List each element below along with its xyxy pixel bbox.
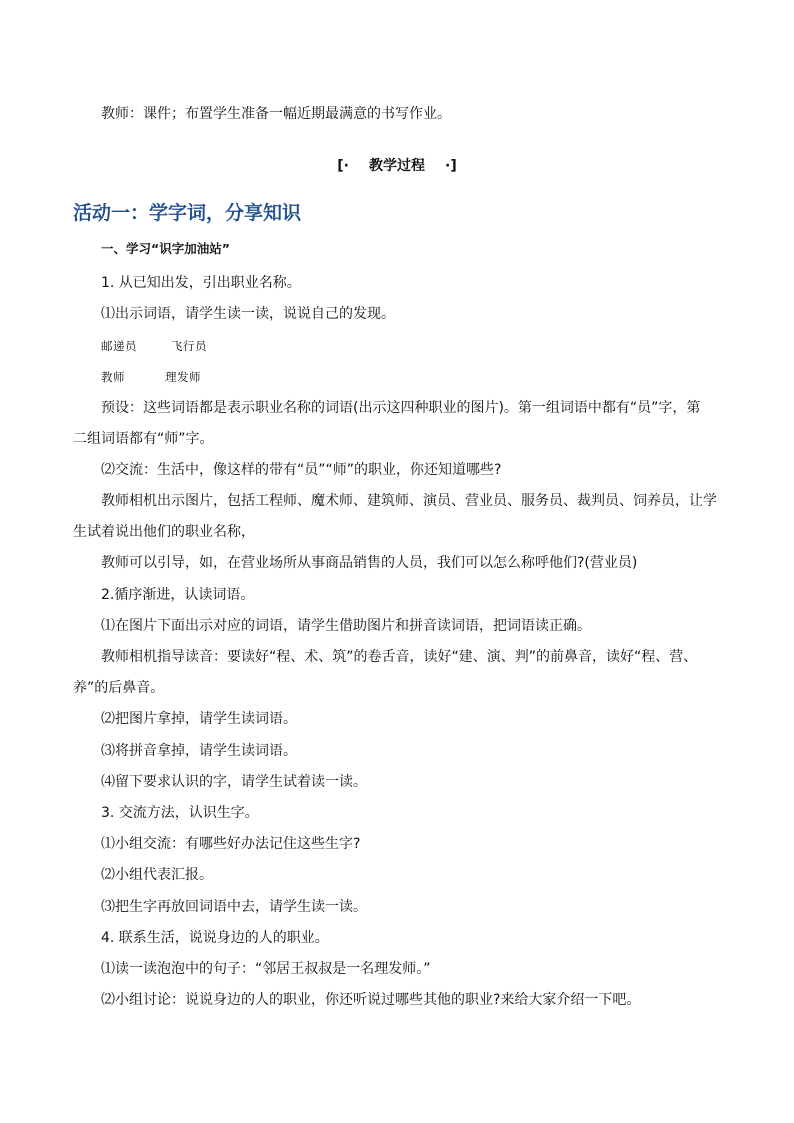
step-4: 4. 联系生活，说说身边的人的职业。 xyxy=(101,930,329,946)
step-2-2: ⑵把图片拿掉，请学生读词语。 xyxy=(101,711,297,727)
step-3: 3. 交流方法，认识生字。 xyxy=(101,805,259,821)
step-2-4: ⑷留下要求认识的字，请学生试着读一读。 xyxy=(101,774,367,790)
word-item: 邮递员 xyxy=(101,339,137,353)
section-header xyxy=(0,157,794,175)
section-bracket-left: [· xyxy=(337,158,349,174)
paragraph-line: 预设：这些词语都是表示职业名称的词语(出示这四种职业的图片)。第一组词语中都有“员”字，第 xyxy=(101,400,701,416)
step-2-3: ⑶将拼音拿掉，请学生读词语。 xyxy=(101,743,297,759)
step-2: 2.循序渐进，认读词语。 xyxy=(101,587,255,603)
subsection-title: 一、学习“识字加油站” xyxy=(101,241,230,256)
paragraph-line: 教师相机指导读音：要读好“程、术、筑”的卷舌音，读好“建、演、判”的前鼻音，读好“程、营、 xyxy=(101,649,698,665)
section-title: 教学过程 xyxy=(369,158,425,174)
word-item: 理发师 xyxy=(165,370,201,384)
paragraph-line: 教师相机出示图片，包括工程师、魔术师、建筑师、演员、营业员、服务员、裁判员、饲养员，让学 xyxy=(101,493,717,509)
step-4-1: ⑴读一读泡泡中的句子：“邻居王叔叔是一名理发师。” xyxy=(101,961,431,977)
word-group-1 xyxy=(101,337,734,355)
paragraph-line: 养”的后鼻音。 xyxy=(73,680,165,696)
preparation-line: 教师：课件；布置学生准备一幅近期最满意的书写作业。 xyxy=(101,106,451,122)
activity-title: 活动一：学字词，分享知识 xyxy=(73,202,302,224)
step-2-1: ⑴在图片下面出示对应的词语，请学生借助图片和拼音读词语，把词语读正确。 xyxy=(101,618,591,634)
step-4-2: ⑵小组讨论：说说身边的人的职业，你还听说过哪些其他的职业?来给大家介绍一下吧。 xyxy=(101,992,641,1008)
paragraph-line: 生试着说出他们的职业名称， xyxy=(73,524,255,540)
step-1-2: ⑵交流：生活中，像这样的带有“员”“师”的职业，你还知道哪些? xyxy=(101,462,502,478)
paragraph-line: 教师可以引导，如，在营业场所从事商品销售的人员，我们可以怎么称呼他们?(营业员) xyxy=(101,555,638,571)
paragraph-line: 二组词语都有“师”字。 xyxy=(73,431,214,447)
step-1-1: ⑴出示词语，请学生读一读，说说自己的发现。 xyxy=(101,306,395,322)
word-group-2 xyxy=(101,368,734,386)
step-3-2: ⑵小组代表汇报。 xyxy=(101,867,213,883)
word-item: 教师 xyxy=(101,370,125,384)
step-3-1: ⑴小组交流：有哪些好办法记住这些生字? xyxy=(101,836,361,852)
step-1: 1. 从已知出发，引出职业名称。 xyxy=(101,275,301,291)
section-bracket-right: ·] xyxy=(445,158,457,174)
step-3-3: ⑶把生字再放回词语中去，请学生读一读。 xyxy=(101,899,367,915)
word-item: 飞行员 xyxy=(171,339,207,353)
